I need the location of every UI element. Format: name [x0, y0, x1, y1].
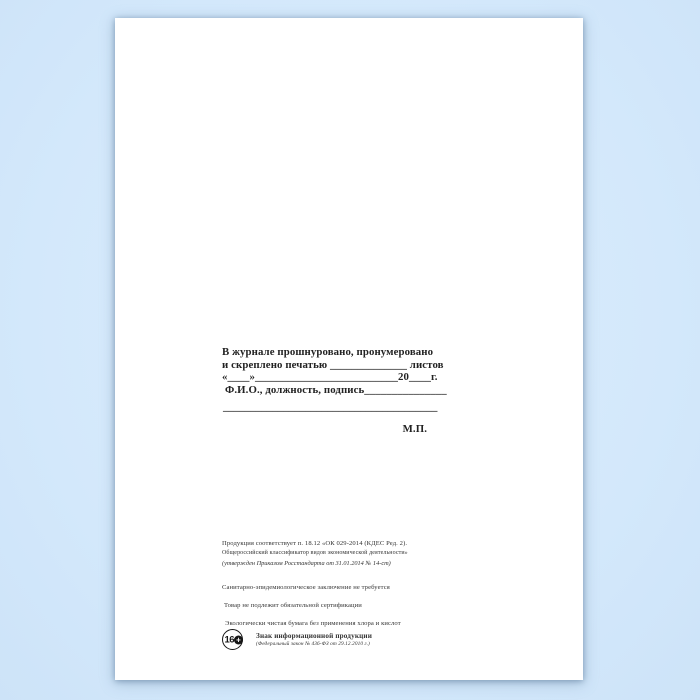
- age-rating-block: [222, 629, 372, 650]
- stitch-line-4-name-position-signature-blank: Ф.И.О., должность, подпись_______________: [225, 384, 447, 397]
- age-badge-plus-icon: +: [234, 635, 243, 644]
- journal-back-page: [115, 18, 583, 680]
- age-mark-caption: [256, 629, 372, 648]
- standard-reference-line-3: (утвержден Приказом Росстандарта от 31.01.2014 № 14-ст): [222, 559, 391, 567]
- standard-reference-line-2: Общероссийский классификатор видов экономической деятельности»: [222, 550, 408, 556]
- stitch-record-block: [222, 346, 447, 435]
- stitch-line-5-blank-line: _______________________________________: [223, 400, 438, 413]
- age-mark-title: Знак информационной продукции: [256, 632, 373, 640]
- note-certification: Товар не подлежит обязательной сертификации: [224, 601, 362, 609]
- note-eco-paper: Экологически чистая бумага без применения хлора и кислот: [225, 619, 401, 627]
- stamp-place-label: М.П.: [402, 422, 427, 435]
- compliance-block: [222, 538, 408, 633]
- stitch-line-1: В журнале прошнуровано, пронумеровано: [222, 346, 434, 358]
- stitch-line-2: и скреплено печатью ______________ листов: [222, 358, 444, 371]
- age-mark-law-reference: (Федеральный закон № 436-ФЗ от 29.12.2010 г.): [256, 640, 370, 647]
- age-badge-number: 16: [224, 633, 235, 645]
- age-rating-16plus-icon: [222, 629, 243, 650]
- standard-reference-line-1: Продукция соответствует п. 18.12 «ОК 029-2014 (КДЕС Ред. 2).: [222, 540, 408, 547]
- certification-notes: [222, 579, 408, 633]
- stitch-line-3-date-blank: «____»__________________________20____г.: [222, 371, 438, 384]
- note-sanitary: Санитарно-эпидемиологическое заключение не требуется: [222, 583, 390, 591]
